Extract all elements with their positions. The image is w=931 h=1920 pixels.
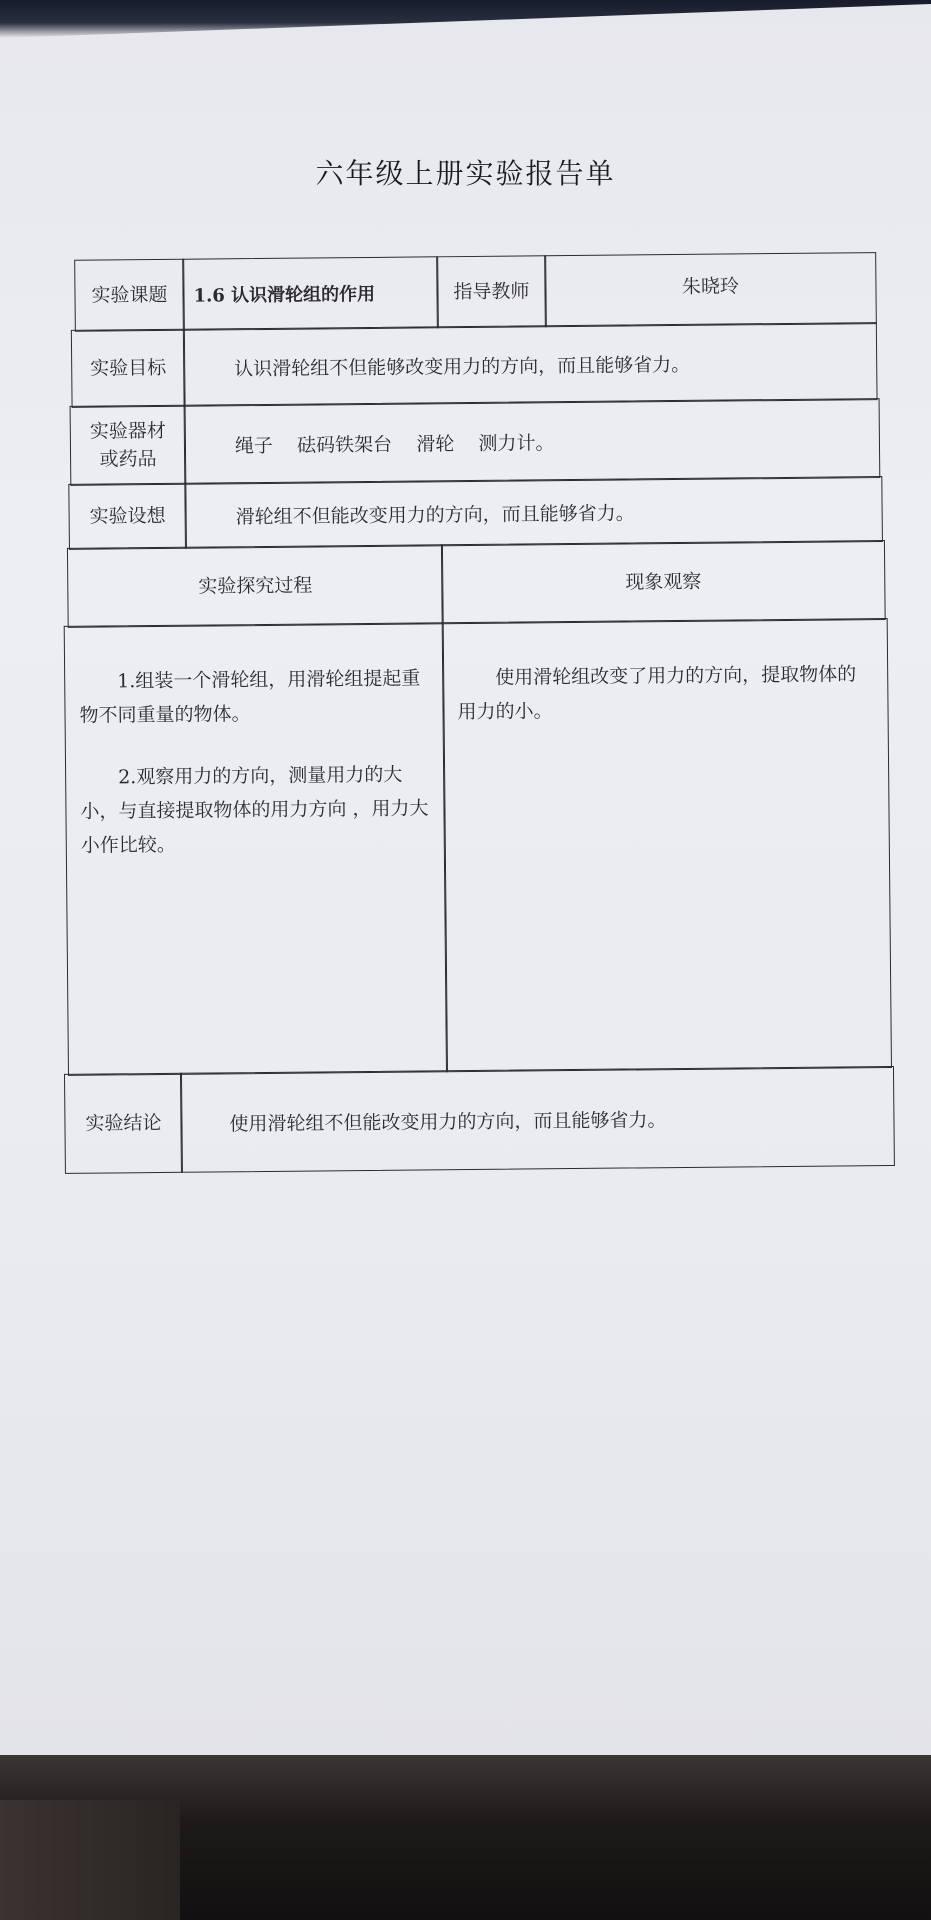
goal-label: 实验目标 — [71, 329, 186, 408]
conclusion-label: 实验结论 — [64, 1073, 183, 1174]
conclusion-value: 使用滑轮组不但能改变用力的方向，而且能够省力。 — [180, 1066, 895, 1173]
process-header: 实验探究过程 — [67, 544, 444, 628]
materials-value: 绳子 砝码铁架台 滑轮 测力计。 — [184, 398, 881, 485]
goal-value: 认识滑轮组不但能够改变用力的方向，而且能够省力。 — [183, 322, 878, 407]
topic-value: 1.6 认识滑轮组的作用 — [182, 256, 439, 330]
hypothesis-label: 实验设想 — [68, 483, 187, 550]
teacher-label: 指导教师 — [436, 255, 547, 328]
desk-corner — [0, 1800, 180, 1920]
process-step-1: 1.组装一个滑轮组，用滑轮组提起重物不同重量的物体。 — [79, 667, 421, 727]
topic-label: 实验课题 — [74, 259, 185, 332]
observation-body — [442, 618, 892, 1072]
observation-text: 使用滑轮组改变了用力的方向，提取物体的用力的小。 — [457, 663, 857, 724]
process-body — [64, 622, 448, 1076]
teacher-value: 朱晓玲 — [544, 252, 877, 327]
page-title: 六年级上册实验报告单 — [315, 157, 616, 190]
hypothesis-value: 滑轮组不但能改变用力的方向，而且能够省力。 — [184, 476, 883, 549]
report-table — [52, 234, 921, 1172]
process-step-2: 2.观察用力的方向，测量用力的大小，与直接提取物体的用力方向 ，用力大小作比较。 — [80, 763, 429, 857]
observation-header: 现象观察 — [441, 540, 886, 624]
materials-label: 实验器材或药品 — [70, 405, 187, 486]
